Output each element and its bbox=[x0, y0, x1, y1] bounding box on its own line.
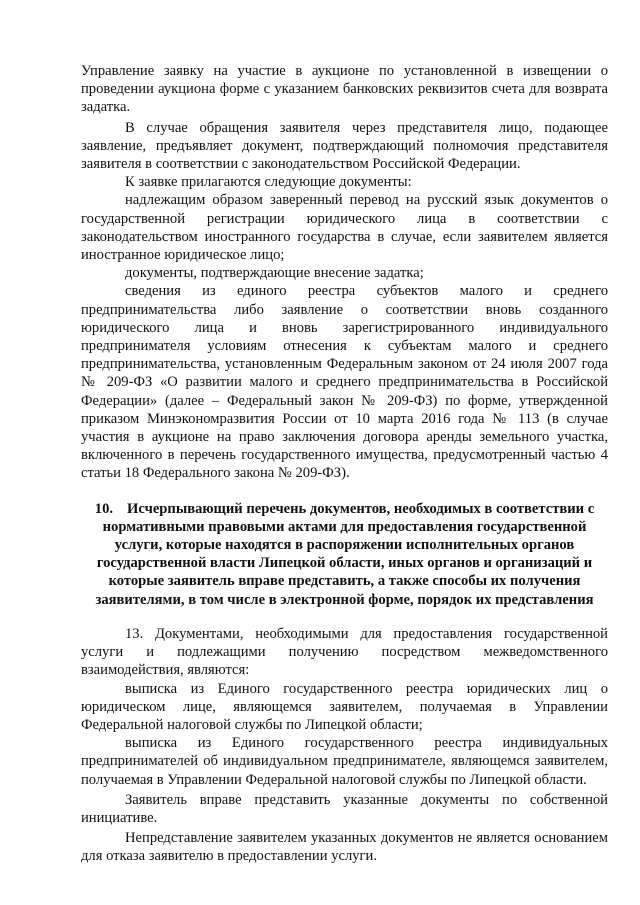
paragraph-representative: В случае обращения заявителя через представителя лицо, подающее заявление, предъявляет документ, подтверждающий полномочия представителя заявителя в соответствии с законодательством Российской Федерации. bbox=[81, 119, 608, 173]
section-title: Исчерпывающий перечень документов, необходимых в соответствии с нормативными правовыми актами для предоставления государственной услуги, которые находятся в распоряжении исполнительных органов государственной власти Липецкой области, иных органов и организаций и которые заявитель вправе представить, а также способы их получения заявителями, в том числе в электронной форме, порядок их представления bbox=[95, 500, 595, 608]
paragraph-entrepreneurs-extract: выписка из Единого государственного реестра индивидуальных предпринимателей об индивидуальном предпринимателе, являющемся заявителем, получаемая в Управлении Федеральной налоговой службы по Липецкой области. bbox=[81, 735, 608, 788]
paragraph-item-13: 13. Документами, необходимыми для предоставления государственной услуги и подлежащими получению посредством межведомственного взаимодействия, являются: bbox=[81, 625, 608, 679]
paragraph-non-submission: Непредставление заявителем указанных документов не является основанием для отказа заявителю в предоставлении услуги. bbox=[81, 830, 608, 865]
paragraph-application-form: Управление заявку на участие в аукционе по установленной в извещении о проведении аукциона форме с указанием банковских реквизитов счета для возврата задатка. bbox=[81, 63, 608, 116]
paragraph-own-initiative: Заявитель вправе представить указанные документы по собственной инициативе. bbox=[81, 791, 608, 826]
paragraph-legal-entities-extract: выписка из Единого государственного реестра юридических лиц о юридическом лице, являющемся заявителем, получаемая в Управлении Федеральной налоговой службы по Липецкой области; bbox=[81, 680, 608, 733]
section-heading bbox=[81, 500, 608, 609]
paragraph-sme-registry-info: сведения из единого реестра субъектов малого и среднего предпринимательства либо заявление о соответствии вновь созданного юридического лица и вновь зарегистрированного индивидуального предпринимателя условиям отнесения к субъектам малого и среднего предпринимательства, установленным Федеральным законом от 24 июля 2007 года № 209-ФЗ «О развитии малого и среднего предпринимательства в Российской Федерации» (далее – Федеральный закон № 209-ФЗ) по форме, утвержденной приказом Минэкономразвития России от 10 марта 2016 года № 113 (в случае участия в аукционе на право заключения договора аренды земельного участка, включенного в перечень государственного имущества, предусмотренный частью 4 статьи 18 Федерального закона № 209-ФЗ). bbox=[81, 283, 608, 482]
document-body bbox=[81, 62, 608, 866]
section-number: 10. bbox=[94, 500, 114, 517]
paragraph-deposit-documents: документы, подтверждающие внесение задатка; bbox=[125, 265, 424, 282]
paragraph-attached-documents-intro: К заявке прилагаются следующие документы: bbox=[125, 174, 412, 191]
paragraph-foreign-registration-translation: надлежащим образом заверенный перевод на русский язык документов о государственной регистрации юридического лица в соответствии с законодательством иностранного государства в случае, если заявителем является иностранное юридическое лицо; bbox=[81, 192, 608, 264]
